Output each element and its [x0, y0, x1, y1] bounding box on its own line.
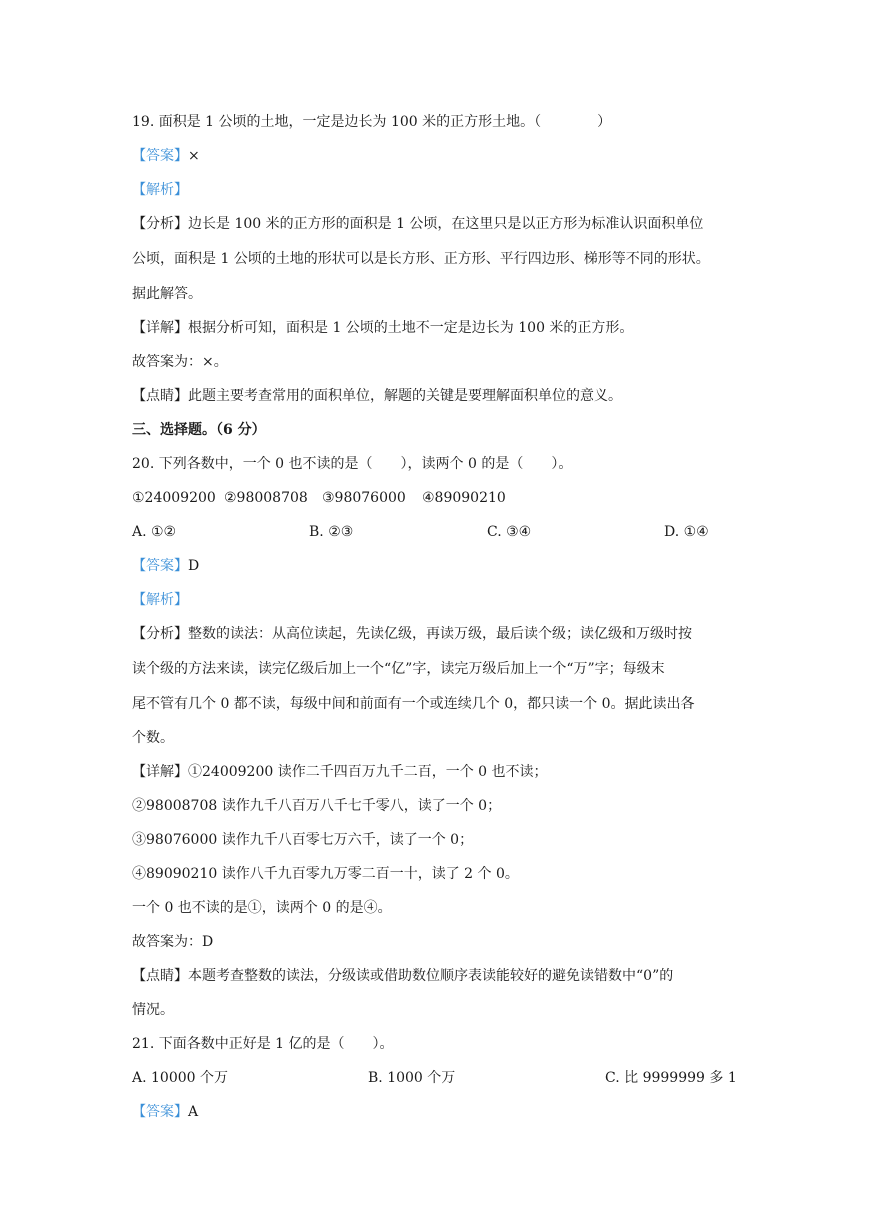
- answer-value: A: [188, 1104, 199, 1120]
- q19-fenxi-1: [132, 214, 703, 234]
- fenxi-text: 边长是 100 米的正方形的面积是 1 公顷，在这里只是以正方形为标准认识面积单位: [188, 216, 704, 232]
- answer-value: D: [188, 558, 200, 574]
- fenxi-tag: 【分析】: [132, 626, 188, 642]
- xiangjie-text: 根据分析可知，面积是 1 公顷的土地不一定是边长为 100 米的正方形。: [188, 320, 634, 336]
- q19-final: 故答案为：×。: [132, 354, 228, 370]
- dianjing-tag: 【点睛】: [132, 968, 188, 984]
- q20-analysis-tag: 【解析】: [132, 592, 188, 608]
- q20-fenxi-4: 个数。: [132, 730, 174, 746]
- q21-option-a: A. 10000 个万: [132, 1070, 228, 1086]
- q20-final: 故答案为：D: [132, 934, 214, 950]
- dianjing-tag: 【点睛】: [132, 388, 188, 404]
- dianjing-text: 此题主要考查常用的面积单位，解题的关键是要理解面积单位的意义。: [188, 388, 622, 404]
- q20-xiangjie-4: ④89090210 读作八千九百零九万零二百一十，读了 2 个 0。: [132, 866, 519, 882]
- fenxi-tag: 【分析】: [132, 216, 188, 232]
- q19-question: 19. 面积是 1 公顷的土地，一定是边长为 100 米的正方形土地。（ ）: [132, 114, 612, 130]
- xiangjie-text: ①24009200 读作二千四百万九千二百，一个 0 也不读；: [188, 764, 548, 780]
- q20-dianjing-1: [132, 966, 673, 986]
- q20-option-b: B. ②③: [309, 524, 354, 540]
- q21-question: 21. 下面各数中正好是 1 亿的是（ ）。: [132, 1036, 394, 1052]
- q20-option-d: D. ①④: [664, 524, 709, 540]
- dianjing-text: 本题考查整数的读法，分级读或借助数位顺序表读能较好的避免读错数中“0”的: [188, 968, 674, 984]
- q20-dianjing-2: 情况。: [132, 1002, 174, 1018]
- q20-xiangjie-1: [132, 762, 548, 782]
- q20-number-4: ④89090210: [422, 490, 506, 506]
- q21-answer: [132, 1102, 198, 1122]
- q20-xiangjie-5: 一个 0 也不读的是①，读两个 0 的是④。: [132, 900, 392, 916]
- q20-answer: [132, 556, 199, 576]
- q20-number-1: ①24009200: [132, 490, 216, 506]
- q19-fenxi-2: 公顷，面积是 1 公顷的土地的形状可以是长方形、正方形、平行四边形、梯形等不同的形状。: [132, 251, 710, 267]
- q20-xiangjie-2: ②98008708 读作九千八百万八千七千零八，读了一个 0；: [132, 798, 502, 814]
- q20-fenxi-3: 尾不管有几个 0 都不读，每级中间和前面有一个或连续几个 0，都只读一个 0。据此读出各: [132, 696, 695, 712]
- q19-dianjing: [132, 386, 622, 406]
- q20-number-3: ③98076000: [322, 490, 406, 506]
- q20-xiangjie-3: ③98076000 读作九千八百零七万六千，读了一个 0；: [132, 832, 474, 848]
- xiangjie-tag: 【详解】: [132, 320, 188, 336]
- q19-fenxi-3: 据此解答。: [132, 286, 202, 302]
- q21-option-c: C. 比 9999999 多 1: [605, 1070, 737, 1086]
- q19-analysis-tag: 【解析】: [132, 182, 188, 198]
- q19-answer: [132, 146, 200, 166]
- q20-fenxi-1: [132, 624, 692, 644]
- q20-question: 20. 下列各数中，一个 0 也不读的是（ ），读两个 0 的是（ ）。: [132, 456, 573, 472]
- answer-tag: 【答案】: [132, 1104, 188, 1120]
- q19-xiangjie: [132, 318, 633, 338]
- q20-option-c: C. ③④: [487, 524, 532, 540]
- section-heading: 三、选择题。（6 分）: [132, 422, 266, 438]
- xiangjie-tag: 【详解】: [132, 764, 188, 780]
- answer-tag: 【答案】: [132, 558, 188, 574]
- q20-number-2: ②98008708: [224, 490, 308, 506]
- q20-option-a: A. ①②: [132, 524, 177, 540]
- answer-value: ×: [188, 148, 200, 164]
- q21-option-b: B. 1000 个万: [368, 1070, 456, 1086]
- answer-tag: 【答案】: [132, 148, 188, 164]
- fenxi-text: 整数的读法：从高位读起，先读亿级，再读万级，最后读个级；读亿级和万级时按: [188, 626, 692, 642]
- q20-fenxi-2: 读个级的方法来读，读完亿级后加上一个“亿”字，读完万级后加上一个“万”字；每级末: [132, 661, 665, 677]
